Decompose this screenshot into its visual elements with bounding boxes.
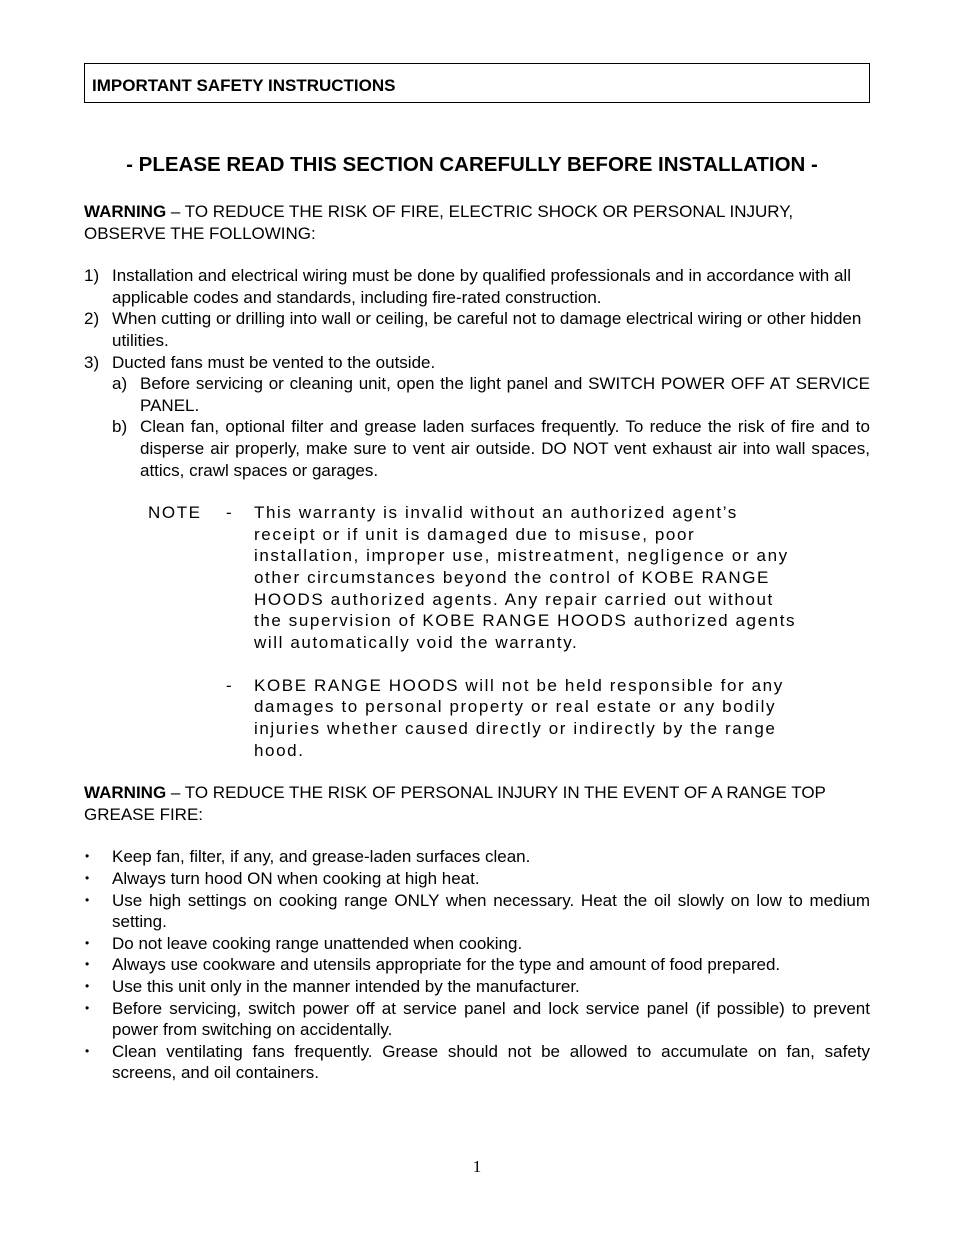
warning-text: – TO REDUCE THE RISK OF PERSONAL INJURY IN THE EVENT OF A RANGE TOP GREASE FIRE: xyxy=(84,783,826,824)
sub-list-text: Clean fan, optional filter and grease laden surfaces frequently. To reduce the risk of fire and to disperse air properly, make sure to vent air outside. DO NOT vent exhaust air into wall spaces, attics, crawl spaces or garages. xyxy=(140,417,870,480)
bullet-text: Do not leave cooking range unattended when cooking. xyxy=(112,933,523,953)
warning-text: – TO REDUCE THE RISK OF FIRE, ELECTRIC SHOCK OR PERSONAL INJURY, OBSERVE THE FOLLOWING: xyxy=(84,202,794,243)
sub-list-letter: a) xyxy=(112,374,128,394)
page-number: 1 xyxy=(472,1157,482,1176)
bullet-icon: • xyxy=(85,1000,90,1015)
sub-list xyxy=(84,373,870,481)
bullet-item xyxy=(84,846,870,868)
list-number: 3) xyxy=(84,352,100,372)
numbered-list xyxy=(84,265,870,481)
bullet-item xyxy=(84,998,870,1041)
sub-list-item xyxy=(112,373,870,416)
note-label-spacer xyxy=(148,675,226,761)
note-dash: - xyxy=(226,503,234,523)
section-header-title: IMPORTANT SAFETY INSTRUCTIONS xyxy=(92,76,396,95)
main-title: - PLEASE READ THIS SECTION CAREFULLY BEFORE INSTALLATION - xyxy=(126,153,818,176)
bullet-icon: • xyxy=(85,892,90,907)
list-number: 2) xyxy=(84,309,100,329)
bullet-text: Clean ventilating fans frequently. Grease should not be allowed to accumulate on fan, safety screens, and oil containers. xyxy=(112,1041,870,1083)
list-item xyxy=(84,265,870,308)
bullet-icon: • xyxy=(85,1043,90,1058)
sub-list-item xyxy=(112,416,870,481)
sub-list-text: Before servicing or cleaning unit, open the light panel and SWITCH POWER OFF AT SERVICE PANEL. xyxy=(140,374,870,415)
warning-fire-shock xyxy=(84,201,870,244)
document-page xyxy=(84,63,870,1084)
bullet-item xyxy=(84,933,870,955)
section-header-box xyxy=(84,63,870,103)
list-item xyxy=(84,308,870,351)
bullet-icon: • xyxy=(85,871,90,886)
note-item xyxy=(148,502,870,653)
note-block xyxy=(84,502,870,761)
bullet-item xyxy=(84,954,870,976)
bullet-text: Always turn hood ON when cooking at high heat. xyxy=(112,869,480,889)
list-text: Installation and electrical wiring must be done by qualified professionals and in accordance with all applicable codes and standards, including fire-rated construction. xyxy=(112,266,851,307)
list-item xyxy=(84,352,870,374)
bullet-item xyxy=(84,890,870,933)
note-label: NOTE xyxy=(148,503,202,523)
note-text: This warranty is invalid without an authorized agent’s receipt or if unit is damaged due to misuse, poor installation, improper use, mistreatment, negligence or any other circumstances beyond the control of KOBE RANGE HOODS authorized agents. Any repair carried out without the supervision of KOBE RANGE HOODS authorized agents will automatically void the warranty. xyxy=(254,503,797,652)
bullet-icon: • xyxy=(85,979,90,993)
warning-label: WARNING xyxy=(84,202,167,221)
bullet-list xyxy=(84,846,870,1084)
bullet-item xyxy=(84,868,870,890)
note-dash: - xyxy=(226,675,234,695)
bullet-text: Keep fan, filter, if any, and grease-laden surfaces clean. xyxy=(112,847,531,867)
warning-label: WARNING xyxy=(84,783,167,803)
bullet-icon: • xyxy=(85,935,90,950)
list-text: When cutting or drilling into wall or ceiling, be careful not to damage electrical wiring or other hidden utilities. xyxy=(112,309,862,350)
bullet-icon: • xyxy=(85,957,90,972)
bullet-icon: • xyxy=(85,849,90,864)
warning-grease-fire xyxy=(84,782,870,825)
sub-list-letter: b) xyxy=(112,417,128,437)
list-text: Ducted fans must be vented to the outside. xyxy=(112,352,436,372)
bullet-text: Use high settings on cooking range ONLY when necessary. Heat the oil slowly on low to medium setting. xyxy=(112,890,870,932)
bullet-text: Before servicing, switch power off at service panel and lock service panel (if possible) to prevent power from switching on accidentally. xyxy=(112,998,870,1040)
bullet-item xyxy=(84,976,870,998)
list-number: 1) xyxy=(84,266,100,286)
bullet-item xyxy=(84,1041,870,1084)
note-text: KOBE RANGE HOODS will not be held responsible for any damages to personal property or real estate or any bodily injuries whether caused directly or indirectly by the range hood. xyxy=(254,675,784,760)
note-item xyxy=(148,675,870,761)
bullet-text: Always use cookware and utensils appropriate for the type and amount of food prepared. xyxy=(112,955,781,975)
bullet-text: Use this unit only in the manner intended by the manufacturer. xyxy=(112,977,580,996)
